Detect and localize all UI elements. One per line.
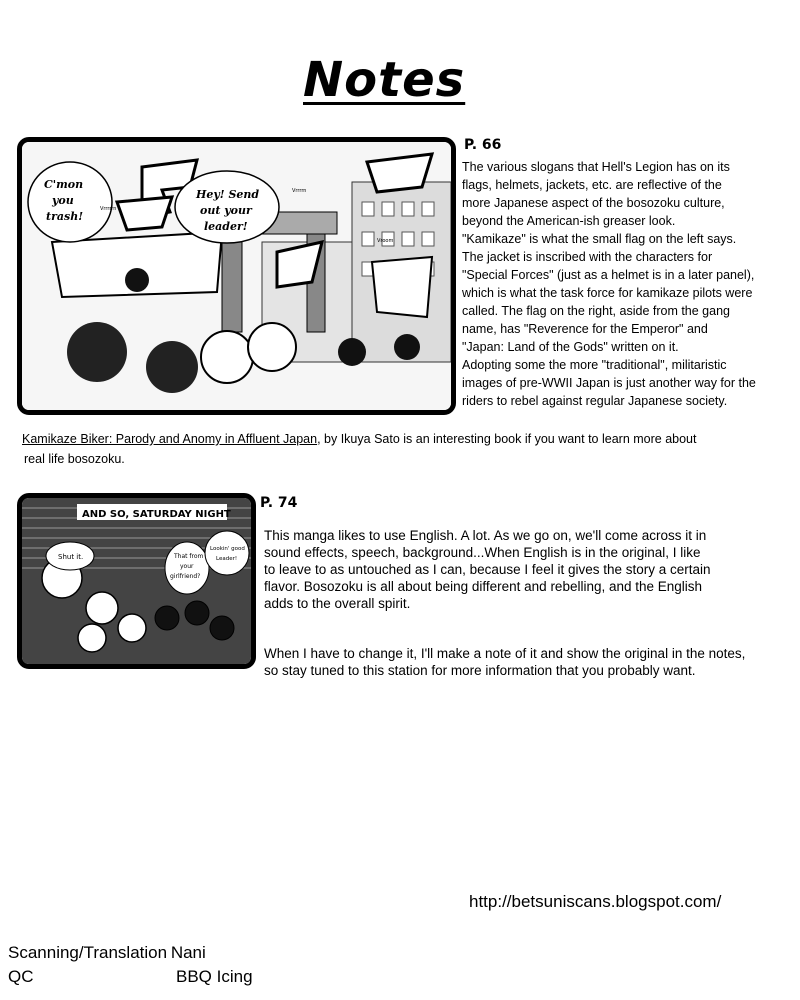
note-body-p74-2 <box>264 645 745 679</box>
note-line: so stay tuned to this station for more information that you probably want. <box>264 663 696 678</box>
bubble-text: out your <box>200 204 252 217</box>
bubble-text: That from <box>174 553 204 560</box>
manga-panel-p66 <box>17 137 456 415</box>
bubble-text: girlfriend? <box>170 573 201 580</box>
note-page-label-p74: P. 74 <box>260 495 298 511</box>
sfx-text: Vroom <box>377 238 394 244</box>
manga-panel-p74 <box>17 493 256 669</box>
credits <box>8 941 253 989</box>
note-line: more Japanese aspect of the bosozoku culture, <box>462 196 725 210</box>
sfx-text: Vrrrrn <box>292 188 307 194</box>
bubble-text: Leader! <box>216 556 238 562</box>
bubble-text: Hey! Send <box>196 188 260 201</box>
reference-line <box>22 429 696 449</box>
manga-art-p66 <box>22 142 451 410</box>
book-title: Kamikaze Biker: Parody and Anomy in Affluent Japan <box>22 432 318 446</box>
note-body-p66 <box>462 158 756 410</box>
credit-role: Scanning/Translation <box>8 943 172 962</box>
credit-row <box>8 965 253 989</box>
note-line: name, has "Reverence for the Emperor" and <box>462 322 708 336</box>
bubble-text: C'mon <box>44 178 84 191</box>
note-line: riders to rebel against regular Japanese society. <box>462 394 728 408</box>
bubble-text: Shut it. <box>58 553 84 561</box>
bubble-text: your <box>180 563 194 570</box>
note-line: images of pre-WWII Japan is just another way for the <box>462 376 756 390</box>
note-line: flavor. Bosozoku is all about being different and rebelling, and the English <box>264 579 703 594</box>
reference-text: , by Ikuya Sato is an interesting book if you want to learn more about <box>317 432 697 446</box>
note-line: adds to the overall spirit. <box>264 596 411 611</box>
note-line: This manga likes to use English. A lot. As we go on, we'll come across it in <box>264 528 707 543</box>
bubble-text: trash! <box>46 210 84 223</box>
note-line: When I have to change it, I'll make a note of it and show the original in the notes, <box>264 646 746 661</box>
note-line: "Special Forces" (just as a helmet is in a later panel), <box>462 268 755 282</box>
panel-caption: AND SO, SATURDAY NIGHT <box>82 509 231 520</box>
credit-name: BBQ Icing <box>176 967 253 986</box>
note-line: sound effects, speech, background...When English is in the original, I like <box>264 545 701 560</box>
note-line: "Kamikaze" is what the small flag on the left says. <box>462 232 737 246</box>
reference-line-2: real life bosozoku. <box>24 452 125 466</box>
page-title: Notes <box>303 52 466 108</box>
note-line: which is what the task force for kamikaze pilots were <box>462 286 753 300</box>
note-line: beyond the American-ish greaser look. <box>462 214 676 228</box>
book-reference <box>22 429 696 469</box>
credit-row <box>8 941 253 965</box>
note-line: Adopting some the more "traditional", militaristic <box>462 358 727 372</box>
note-line: flags, helmets, jackets, etc. are reflective of the <box>462 178 722 192</box>
note-line: called. The flag on the right, aside from the gang <box>462 304 730 318</box>
manga-art-p74 <box>22 498 251 664</box>
note-line: The jacket is inscribed with the characters for <box>462 250 713 264</box>
blog-url[interactable]: http://betsuniscans.blogspot.com/ <box>469 892 722 911</box>
bubble-text: Lookin' good <box>210 546 245 552</box>
note-body-p74 <box>264 527 711 612</box>
sfx-text: Vrrrrrn <box>100 206 117 212</box>
credit-role: QC <box>8 967 34 986</box>
bubble-text: leader! <box>204 220 248 233</box>
note-page-label-p66: P. 66 <box>464 137 502 153</box>
credit-name: Nani <box>170 943 206 962</box>
note-line: to leave to as untouched as I can, because I feel it gives the story a certain <box>264 562 711 577</box>
note-line: The various slogans that Hell's Legion has on its <box>462 160 730 174</box>
note-line: "Japan: Land of the Gods" written on it. <box>462 340 679 354</box>
bubble-text: you <box>52 194 74 207</box>
